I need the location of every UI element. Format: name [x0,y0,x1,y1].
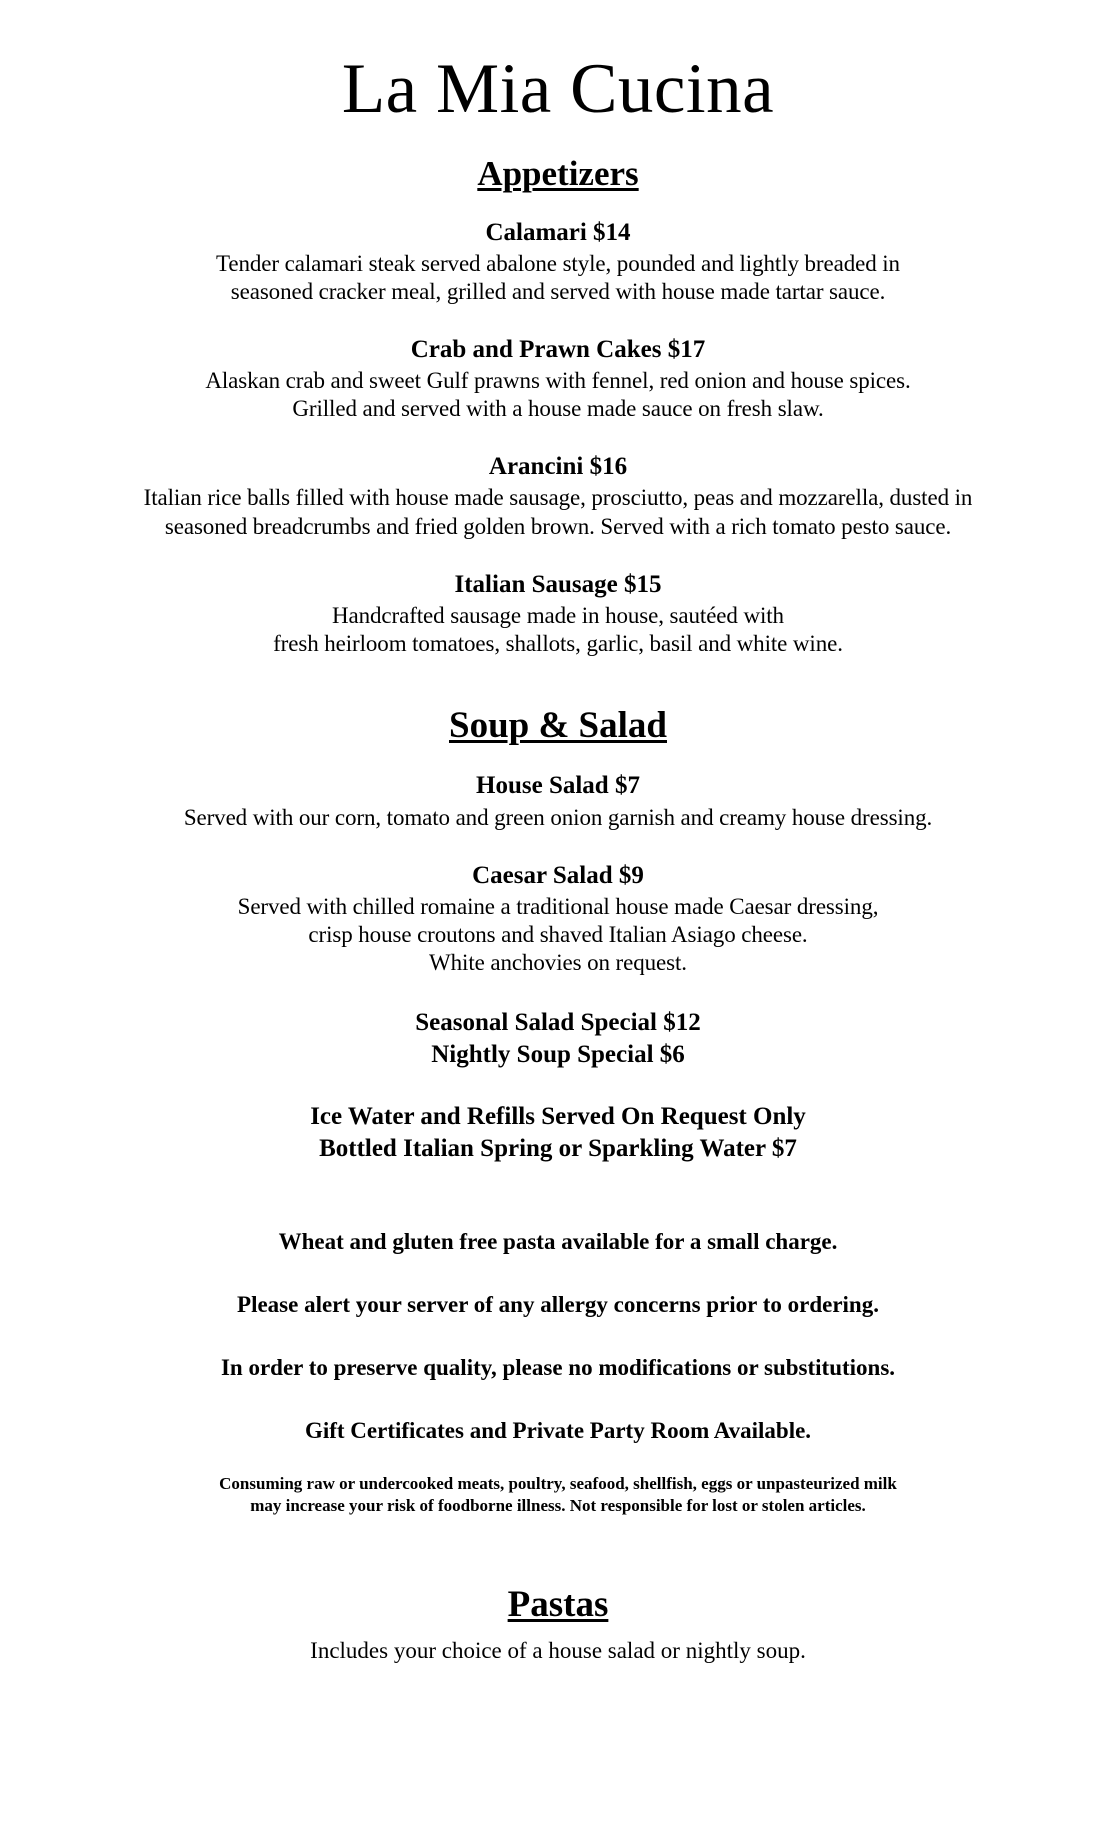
description-line: seasoned breadcrumbs and fried golden brown. Served with a rich tomato pesto sauce. [164,513,952,539]
description-line: Served with our corn, tomato and green onion garnish and creamy house dressing. [183,804,933,830]
menu-item-name: House Salad $7 [476,772,640,800]
section-heading-soup-and-salad: Soup & Salad [449,704,667,746]
menu-item-description [110,250,1006,306]
description-line: Grilled and served with a house made sauce on fresh slaw. [292,396,824,422]
description-line: Alaskan crab and sweet Gulf prawns with fennel, red onion and house spices. [205,368,911,394]
pastas-subtitle: Includes your choice of a house salad or nightly soup. [310,1638,806,1664]
menu-item [110,217,1006,306]
menu-item-description [110,804,1006,832]
notice-gift-certificates: Gift Certificates and Private Party Room Available. [304,1417,812,1443]
water-service-block [110,1101,1006,1165]
description-line: White anchovies on request. [429,949,687,975]
menu-item [110,451,1006,540]
specials-block [110,1007,1006,1071]
description-line: seasoned cracker meal, grilled and served with house made tartar sauce. [230,278,886,304]
pastas-section [110,1583,1006,1664]
pastas-subtitle-clip [110,1637,1006,1664]
description-line: Served with chilled romaine a traditional house made Caesar dressing, [237,893,879,919]
menu-item-name: Calamari $14 [485,218,631,246]
disclaimer-line: Consuming raw or undercooked meats, poultry, seafood, shellfish, eggs or unpasteurized milk [219,1473,897,1493]
special-line: Seasonal Salad Special $12 [415,1009,701,1036]
menu-item [110,860,1006,977]
description-line: crisp house croutons and shaved Italian Asiago cheese. [308,921,808,947]
special-line: Nightly Soup Special $6 [431,1041,685,1068]
menu-item-name: Caesar Salad $9 [472,861,644,889]
soup-and-salad-list [110,770,1006,1165]
appetizers-list [110,217,1006,658]
notice-gluten-free: Wheat and gluten free pasta available for a small charge. [278,1229,838,1254]
description-line: Tender calamari steak served abalone style, pounded and lightly breaded in [216,250,900,276]
section-heading-pastas: Pastas [507,1583,609,1625]
menu-item-description [110,367,1006,423]
section-heading-appetizers: Appetizers [477,153,639,193]
menu-item [110,770,1006,831]
description-line: fresh heirloom tomatoes, shallots, garlic, basil and white wine. [273,630,843,656]
disclaimer-line: may increase your risk of foodborne illness. Not responsible for lost or stolen articles. [250,1495,866,1515]
description-line: Italian rice balls filled with house made sausage, prosciutto, peas and mozzarella, dusted in [143,485,973,511]
health-disclaimer [110,1473,1006,1517]
menu-item-name: Italian Sausage $15 [454,570,662,598]
notice-no-modifications: In order to preserve quality, please no modifications or substitutions. [220,1354,896,1380]
water-line: Ice Water and Refills Served On Request Only [310,1103,806,1130]
notices-block [110,1227,1006,1517]
menu-item-description [110,484,1006,540]
page-title: La Mia Cucina [341,50,775,128]
notice-allergy: Please alert your server of any allergy concerns prior to ordering. [237,1291,879,1317]
menu-item-description [110,893,1006,977]
menu-item-name: Arancini $16 [488,453,628,481]
menu-item-description [110,602,1006,658]
description-line: Handcrafted sausage made in house, sautéed with [332,602,784,628]
menu-item [110,569,1006,658]
water-line: Bottled Italian Spring or Sparkling Water $7 [319,1135,797,1162]
menu-item-name: Crab and Prawn Cakes $17 [410,335,706,363]
menu-item [110,334,1006,423]
